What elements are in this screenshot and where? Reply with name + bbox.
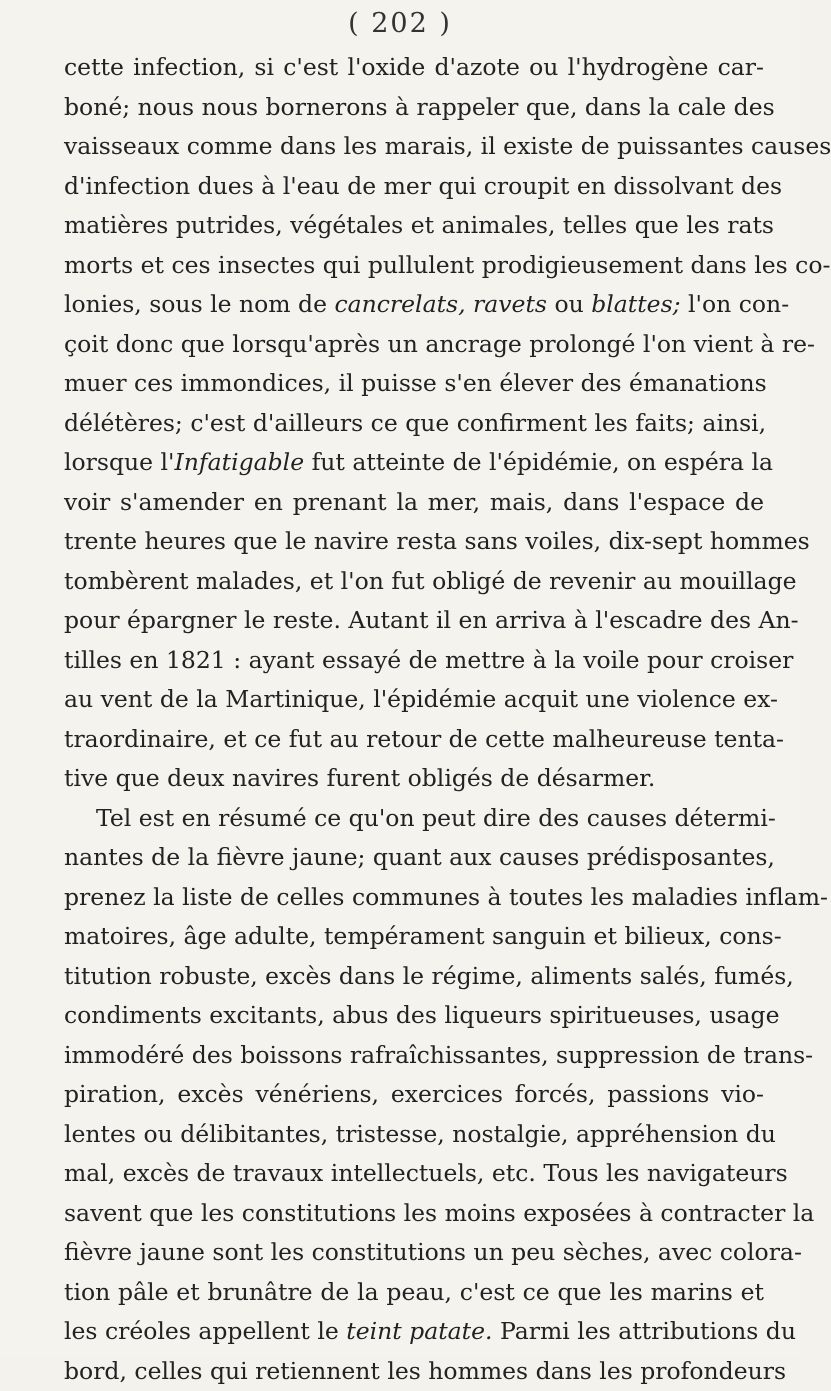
text-span: lorsque l': [64, 448, 175, 476]
text-line: [64, 838, 764, 878]
text-span: Tel est en résumé ce qu'on peut dire des causes détermi-: [96, 804, 776, 832]
text-line: [64, 957, 764, 997]
text-line: [64, 285, 764, 325]
text-line: [64, 720, 764, 760]
text-span: çoit donc que lorsqu'après un ancrage prolongé l'on vient à re-: [64, 330, 815, 358]
text-span: d'infection dues à l'eau de mer qui croupit en dissolvant des: [64, 172, 782, 200]
page-number: ( 202 ): [0, 8, 800, 39]
text-line: [64, 483, 764, 523]
text-span: l'on con-: [681, 290, 790, 318]
text-span: délétères; c'est d'ailleurs ce que confirment les faits; ainsi,: [64, 409, 766, 437]
text-line: [64, 641, 764, 681]
text-line: [64, 88, 764, 128]
text-line: [64, 206, 764, 246]
text-span: Parmi les attributions du: [493, 1317, 796, 1345]
text-line: [64, 562, 764, 602]
text-span: bord, celles qui retiennent les hommes dans les profondeurs: [64, 1357, 786, 1385]
text-line: [64, 1233, 764, 1273]
text-span: immodéré des boissons rafraîchissantes, suppression de trans-: [64, 1041, 813, 1069]
text-line: [64, 1273, 764, 1313]
text-line: [64, 127, 764, 167]
text-span: fut atteinte de l'épidémie, on espéra la: [304, 448, 773, 476]
text-line: [64, 522, 764, 562]
body-text: [64, 48, 764, 1391]
text-line: [64, 878, 764, 918]
text-line: [64, 1194, 764, 1234]
text-line: [64, 601, 764, 641]
italic-term: teint patate.: [346, 1317, 492, 1345]
italic-term: cancrelats, ravets: [334, 290, 547, 318]
text-line: [64, 1036, 764, 1076]
text-span: au vent de la Martinique, l'épidémie acquit une violence ex-: [64, 685, 778, 713]
text-line: [64, 167, 764, 207]
text-span: lentes ou délibitantes, tristesse, nostalgie, appréhension du: [64, 1120, 776, 1148]
text-line: [64, 443, 764, 483]
text-span: pour épargner le reste. Autant il en arriva à l'escadre des An-: [64, 606, 799, 634]
text-line: [64, 1352, 764, 1391]
text-line: [64, 364, 764, 404]
text-span: prenez la liste de celles communes à toutes les maladies inflam-: [64, 883, 828, 911]
text-span: fièvre jaune sont les constitutions un peu sèches, avec colora-: [64, 1238, 802, 1266]
text-span: tombèrent malades, et l'on fut obligé de revenir au mouillage: [64, 567, 797, 595]
text-line: [64, 404, 764, 444]
italic-term: blattes;: [591, 290, 680, 318]
text-span: ou: [547, 290, 591, 318]
text-line: [64, 1312, 764, 1352]
text-line: [64, 759, 764, 799]
text-span: boné; nous nous bornerons à rappeler que, dans la cale des: [64, 93, 775, 121]
text-line: [64, 48, 764, 88]
text-span: mal, excès de travaux intellectuels, etc. Tous les navigateurs: [64, 1159, 788, 1187]
text-span: savent que les constitutions les moins exposées à contracter la: [64, 1199, 814, 1227]
text-line: [64, 246, 764, 286]
text-span: lonies, sous le nom de: [64, 290, 334, 318]
text-span: voir s'amender en prenant la mer, mais, dans l'espace de: [64, 488, 764, 516]
italic-term: Infatigable: [175, 448, 305, 476]
text-span: muer ces immondices, il puisse s'en élever des émanations: [64, 369, 767, 397]
text-line: [64, 1154, 764, 1194]
text-span: condiments excitants, abus des liqueurs spiritueuses, usage: [64, 1001, 780, 1029]
text-span: trente heures que le navire resta sans voiles, dix-sept hommes: [64, 527, 810, 555]
text-line: [64, 1115, 764, 1155]
text-span: vaisseaux comme dans les marais, il existe de puissantes causes: [64, 132, 831, 160]
text-span: titution robuste, excès dans le régime, aliments salés, fumés,: [64, 962, 794, 990]
text-span: tive que deux navires furent obligés de désarmer.: [64, 764, 655, 792]
text-span: matières putrides, végétales et animales, telles que les rats: [64, 211, 774, 239]
text-span: tilles en 1821 : ayant essayé de mettre à la voile pour croiser: [64, 646, 793, 674]
text-line: [64, 996, 764, 1036]
text-line: [64, 917, 764, 957]
text-span: les créoles appellent le: [64, 1317, 346, 1345]
text-span: piration, excès vénériens, exercices forcés, passions vio-: [64, 1080, 764, 1108]
text-span: tion pâle et brunâtre de la peau, c'est ce que les marins et: [64, 1278, 764, 1306]
text-span: cette infection, si c'est l'oxide d'azote ou l'hydrogène car-: [64, 53, 764, 81]
text-span: morts et ces insectes qui pullulent prodigieusement dans les co-: [64, 251, 830, 279]
text-line: [64, 799, 764, 839]
text-line: [64, 1075, 764, 1115]
text-span: traordinaire, et ce fut au retour de cette malheureuse tenta-: [64, 725, 784, 753]
text-span: matoires, âge adulte, tempérament sanguin et bilieux, cons-: [64, 922, 782, 950]
text-line: [64, 680, 764, 720]
text-span: nantes de la fièvre jaune; quant aux causes prédisposantes,: [64, 843, 775, 871]
text-line: [64, 325, 764, 365]
